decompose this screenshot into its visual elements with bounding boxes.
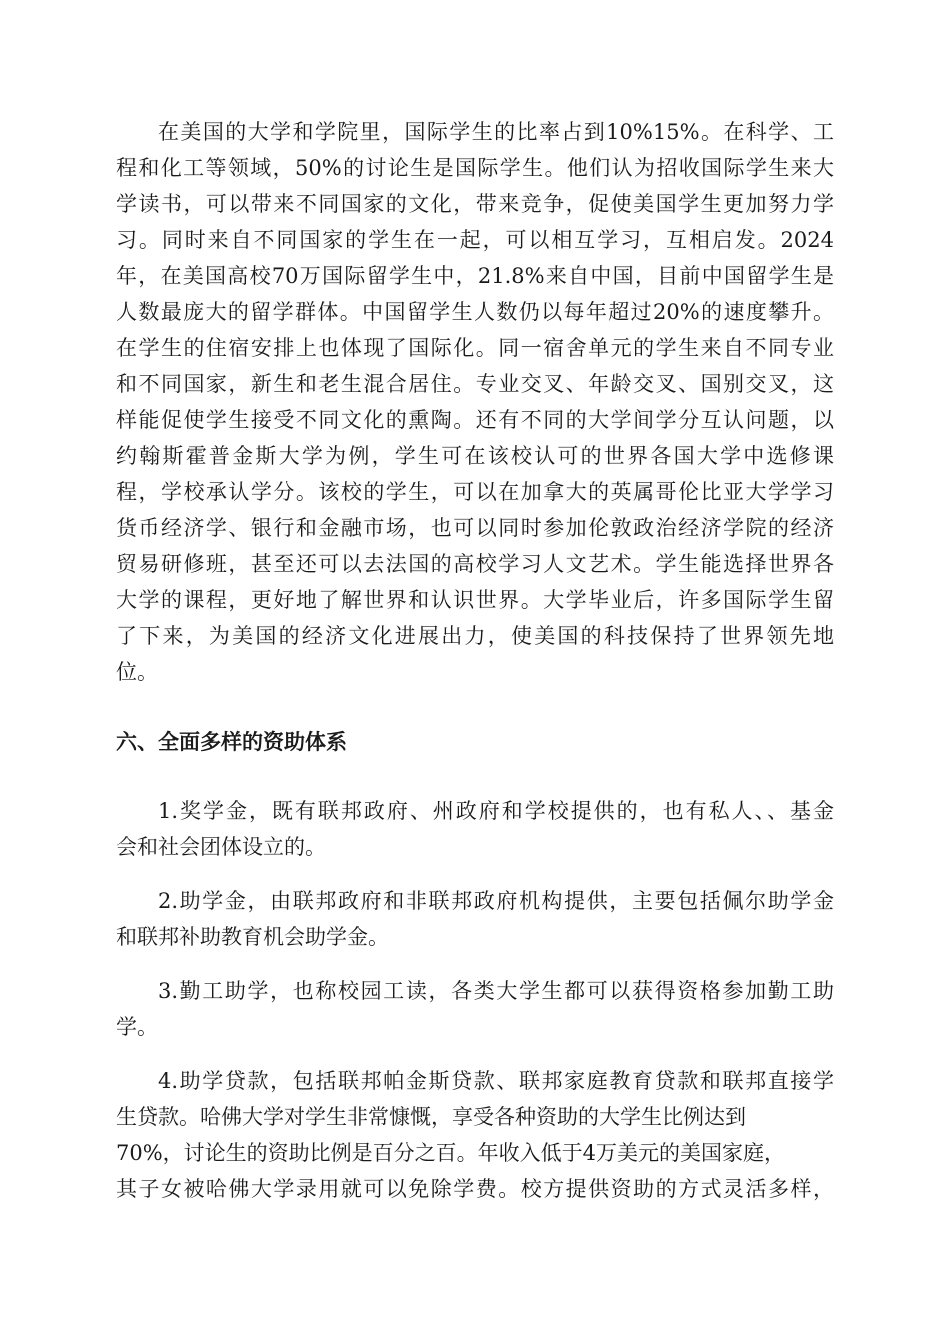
text-line: 大学的课程，更好地了解世界和认识世界。大学毕业后，许多国际学生留 — [116, 588, 834, 612]
text-line: 程，学校承认学分。该校的学生，可以在加拿大的英属哥伦比亚大学学习 — [116, 480, 834, 504]
text-line: 在美国的大学和学院里，国际学生的比率占到10%15%。在科学、工 — [158, 120, 834, 144]
text-line: 其子女被哈佛大学录用就可以免除学费。校方提供资助的方式灵活多样， — [116, 1177, 834, 1201]
text-line: 70%，讨论生的资助比例是百分之百。年收入低于4万美元的美国家庭， — [116, 1141, 786, 1165]
text-line: 习。同时来自不同国家的学生在一起，可以相互学习，互相启发。2024 — [116, 228, 834, 252]
text-line: 3.勤工助学，也称校园工读，各类大学生都可以获得资格参加勤工助 — [158, 979, 834, 1003]
text-line: 约翰斯霍普金斯大学为例，学生可在该校认可的世界各国大学中选修课 — [116, 444, 834, 468]
text-line: 程和化工等领域，50%的讨论生是国际学生。他们认为招收国际学生来大 — [116, 156, 834, 180]
text-line: 学读书，可以带来不同国家的文化，带来竞争，促使美国学生更加努力学 — [116, 192, 834, 216]
text-line: 人数最庞大的留学群体。中国留学生人数仍以每年超过20%的速度攀升。 — [116, 300, 834, 324]
text-line: 学。 — [116, 1015, 158, 1039]
text-line: 样能促使学生接受不同文化的熏陶。还有不同的大学间学分互认问题，以 — [116, 408, 834, 432]
text-line: 4.助学贷款，包括联邦帕金斯贷款、联邦家庭教育贷款和联邦直接学 — [158, 1069, 834, 1093]
text-line: 1.奖学金，既有联邦政府、州政府和学校提供的，也有私人、、基金 — [158, 799, 834, 823]
text-line: 位。 — [116, 660, 158, 684]
text-line: 了下来，为美国的经济文化进展出力，使美国的科技保持了世界领先地 — [116, 624, 834, 648]
section-heading: 六、全面多样的资助体系 — [116, 730, 347, 754]
text-line: 货币经济学、银行和金融市场，也可以同时参加伦敦政治经济学院的经济 — [116, 516, 834, 540]
text-line: 年，在美国高校70万国际留学生中，21.8%来自中国，目前中国留学生是 — [116, 264, 834, 288]
text-line: 和联邦补助教育机会助学金。 — [116, 925, 389, 949]
text-line: 生贷款。哈佛大学对学生非常慷慨，享受各种资助的大学生比例达到 — [116, 1105, 746, 1129]
text-line: 贸易研修班，甚至还可以去法国的高校学习人文艺术。学生能选择世界各 — [116, 552, 834, 576]
text-line: 在学生的住宿安排上也体现了国际化。同一宿舍单元的学生来自不同专业 — [116, 336, 834, 360]
text-line: 2.助学金，由联邦政府和非联邦政府机构提供，主要包括佩尔助学金 — [158, 889, 834, 913]
text-line: 和不同国家，新生和老生混合居住。专业交叉、年龄交叉、国别交叉，这 — [116, 372, 834, 396]
text-line: 会和社会团体设立的。 — [116, 835, 326, 859]
